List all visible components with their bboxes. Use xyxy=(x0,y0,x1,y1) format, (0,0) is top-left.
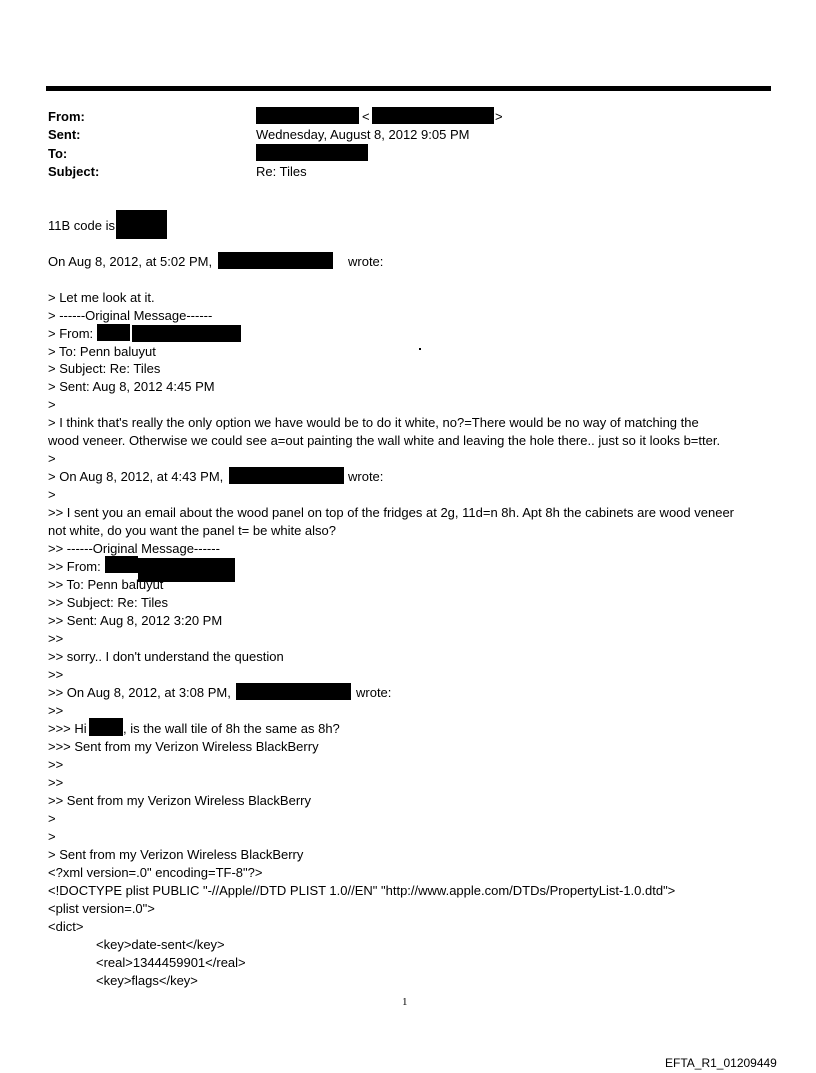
body-line: > ------Original Message------ xyxy=(48,308,213,323)
body-line-wrote-1: wrote: xyxy=(348,254,384,269)
redaction-sender-1 xyxy=(218,252,333,269)
body-line: >> Sent from my Verizon Wireless BlackBerry xyxy=(48,793,311,808)
footer-document-id: EFTA_R1_01209449 xyxy=(665,1056,777,1070)
redaction-to xyxy=(256,144,368,161)
body-line: >> xyxy=(48,757,64,772)
redaction-recipient-name xyxy=(89,718,123,736)
redaction-from-name xyxy=(256,107,359,124)
redaction-from-3a xyxy=(105,556,138,573)
body-line-quote-header-2: > On Aug 8, 2012, at 4:43 PM, xyxy=(48,469,224,484)
body-line: > From: xyxy=(48,326,94,341)
body-line-code: 11B code is xyxy=(48,218,115,233)
redaction-code xyxy=(116,210,167,239)
body-line-hi: >>> Hi xyxy=(48,721,87,736)
body-line: > Let me look at it. xyxy=(48,290,155,305)
redaction-sender-2 xyxy=(229,467,344,484)
body-line: >> From: xyxy=(48,559,101,574)
body-line: wood veneer. Otherwise we could see a=out painting the wall white and leaving the hole there.. just so it looks b=tter. xyxy=(48,433,721,448)
body-line: >> xyxy=(48,667,64,682)
body-line-key: <key>flags</key> xyxy=(96,973,198,988)
from-gt: > xyxy=(495,109,503,124)
from-lt: < xyxy=(362,109,370,124)
sent-label: Sent: xyxy=(48,127,81,142)
body-line: >> xyxy=(48,703,64,718)
body-line-question: , is the wall tile of 8h the same as 8h? xyxy=(123,721,340,736)
body-line-real: <real>1344459901</real> xyxy=(96,955,246,970)
stray-dot xyxy=(419,348,421,350)
from-label: From: xyxy=(48,109,85,124)
body-line-xml: <?xml version=.0" encoding=TF-8"?> xyxy=(48,865,263,880)
body-line: > xyxy=(48,397,56,412)
subject-value: Re: Tiles xyxy=(256,164,307,179)
sent-value: Wednesday, August 8, 2012 9:05 PM xyxy=(256,127,470,142)
body-line: > Subject: Re: Tiles xyxy=(48,361,161,376)
body-line-wrote-3: wrote: xyxy=(356,685,392,700)
body-line: >> xyxy=(48,775,64,790)
body-line-quote-header-1: On Aug 8, 2012, at 5:02 PM, xyxy=(48,254,213,269)
body-line: >> sorry.. I don't understand the question xyxy=(48,649,284,664)
body-line-key: <key>date-sent</key> xyxy=(96,937,225,952)
body-line: >> Sent: Aug 8, 2012 3:20 PM xyxy=(48,613,223,628)
body-line-dict: <dict> xyxy=(48,919,84,934)
body-line: > Sent: Aug 8, 2012 4:45 PM xyxy=(48,379,215,394)
body-line: >>> Sent from my Verizon Wireless BlackBerry xyxy=(48,739,319,754)
body-line: >> ------Original Message------ xyxy=(48,541,220,556)
header-rule xyxy=(46,86,771,91)
body-line: > Sent from my Verizon Wireless BlackBerry xyxy=(48,847,304,862)
body-line-plist: <plist version=.0"> xyxy=(48,901,155,916)
body-line: > xyxy=(48,829,56,844)
redaction-from-2b xyxy=(132,325,241,342)
redaction-from-email xyxy=(372,107,494,124)
body-line-quote-header-3: >> On Aug 8, 2012, at 3:08 PM, xyxy=(48,685,231,700)
body-line-doctype: <!DOCTYPE plist PUBLIC "-//Apple//DTD PLIST 1.0//EN" "http://www.apple.com/DTDs/PropertyList-1.0.dtd"> xyxy=(48,883,676,898)
body-line: >> xyxy=(48,631,64,646)
body-line: > I think that's really the only option we have would be to do it white, no?=There would be no way of matching the xyxy=(48,415,699,430)
body-line: >> Subject: Re: Tiles xyxy=(48,595,168,610)
body-line: >> I sent you an email about the wood panel on top of the fridges at 2g, 11d=n 8h. Apt 8h the cabinets are wood veneer xyxy=(48,505,734,520)
body-line: > xyxy=(48,487,56,502)
body-line: >> To: Penn baluyut xyxy=(48,577,164,592)
body-line: > xyxy=(48,451,56,466)
body-line: > xyxy=(48,811,56,826)
body-line: > To: Penn baluyut xyxy=(48,344,156,359)
subject-label: Subject: xyxy=(48,164,100,179)
to-label: To: xyxy=(48,146,68,161)
page-number: 1 xyxy=(402,996,408,1008)
redaction-from-2a xyxy=(97,324,130,341)
redaction-sender-3 xyxy=(236,683,351,700)
body-line: not white, do you want the panel t= be white also? xyxy=(48,523,336,538)
body-line-wrote-2: wrote: xyxy=(348,469,384,484)
